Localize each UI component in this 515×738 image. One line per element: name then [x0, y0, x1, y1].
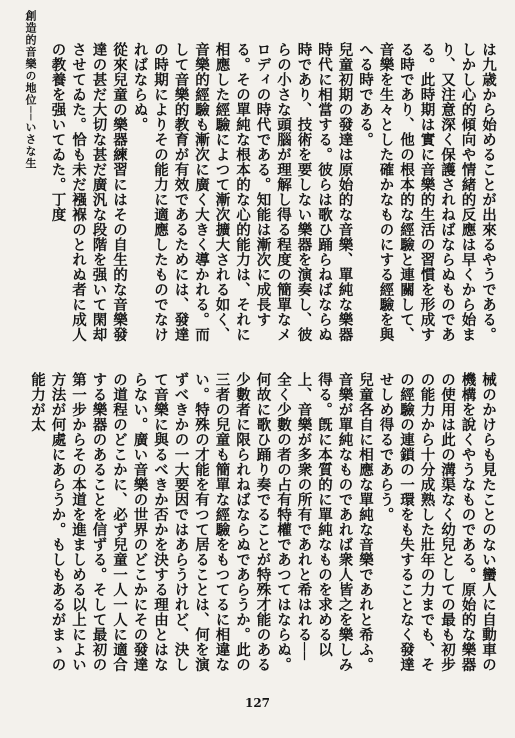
- paragraph: は九歳から始めることが出來るやうである。しかし心的傾向や情緒的反應は早くから始まり、又注意深く保護されねばならぬものである。此時期は實に音樂的生活の習慣を形成する時であり、他の根本的な經驗と連關して、音樂を生々とした確かなものにする經驗を與へる時である。: [357, 42, 497, 342]
- paragraph: 從來兒童の樂器練習にはその自生的な音樂發達の甚だ大切な甚だ廣汎な段階を强いて閑却させてゐた。恰も未だ襁褓のとれぬ者に成人の教養を强いてゐた。丁度: [49, 42, 128, 342]
- paragraph: 兒童初期の發達は原始的な音樂、單純な樂器時代に相當する。彼らは歌ひ踊らねばならぬ時であり、技術を要しない樂器を演奏し、彼らの小さな頭腦が理解し得る程度の簡單なメロディの時代である。知能は漸次に成長する。その單純な根本的な心的能力は、それに相應した經驗によつて漸次擴大される如く、音樂的經驗も漸次に廣く大きく導かれる。而して音樂的教育が有效であるためには、發達の時期によりその能力に適應したものでなければならぬ。: [131, 42, 354, 342]
- running-header: 創造的音樂の地位──いさな生: [24, 10, 37, 170]
- paragraph: 兒童各自に相應な單純な音樂であれと希ふ。音樂が單純なものであれば衆人皆之を樂しみ得る。旣に本質的に單純なものを求める以上、音樂が多衆の所有であれと希はれる──全く少數の者の占有特權であつてはならぬ。何故に歌ひ踊り奏でることが特殊才能のある少數者に限られねばならぬであらうか。此の三者の兒童も簡單な經驗をもつてるに相違ない。特殊の才能を有つて居ることは、何を演ずべきかの一大要因ではあらうけれど、決して音樂に與るべきか否かを決する理由とはならない。廣い音樂の世界のどこかにその發達の道程のどこかに、必ず兒童一人一人に適合する樂器のあることを信ずる。そして最初の第一步からその本道を進ましめる以上によい方法が何處にあらうか。もしもあるがまゝの能力が太: [29, 372, 374, 672]
- lower-text-block: [29, 372, 498, 674]
- paragraph: 械のかけらも見たことのない蠻人に自動車の機構を說くやうなものである。原始的な樂器の使用は此の溝渠なく幼兒としての最も初步の能力から十分成熟した壯年の力までも、その經驗の連鎖の一環をも失することなく發達せしめ得るであらう。: [377, 372, 497, 672]
- upper-text-block: [49, 42, 498, 344]
- page-number: 127: [244, 696, 271, 710]
